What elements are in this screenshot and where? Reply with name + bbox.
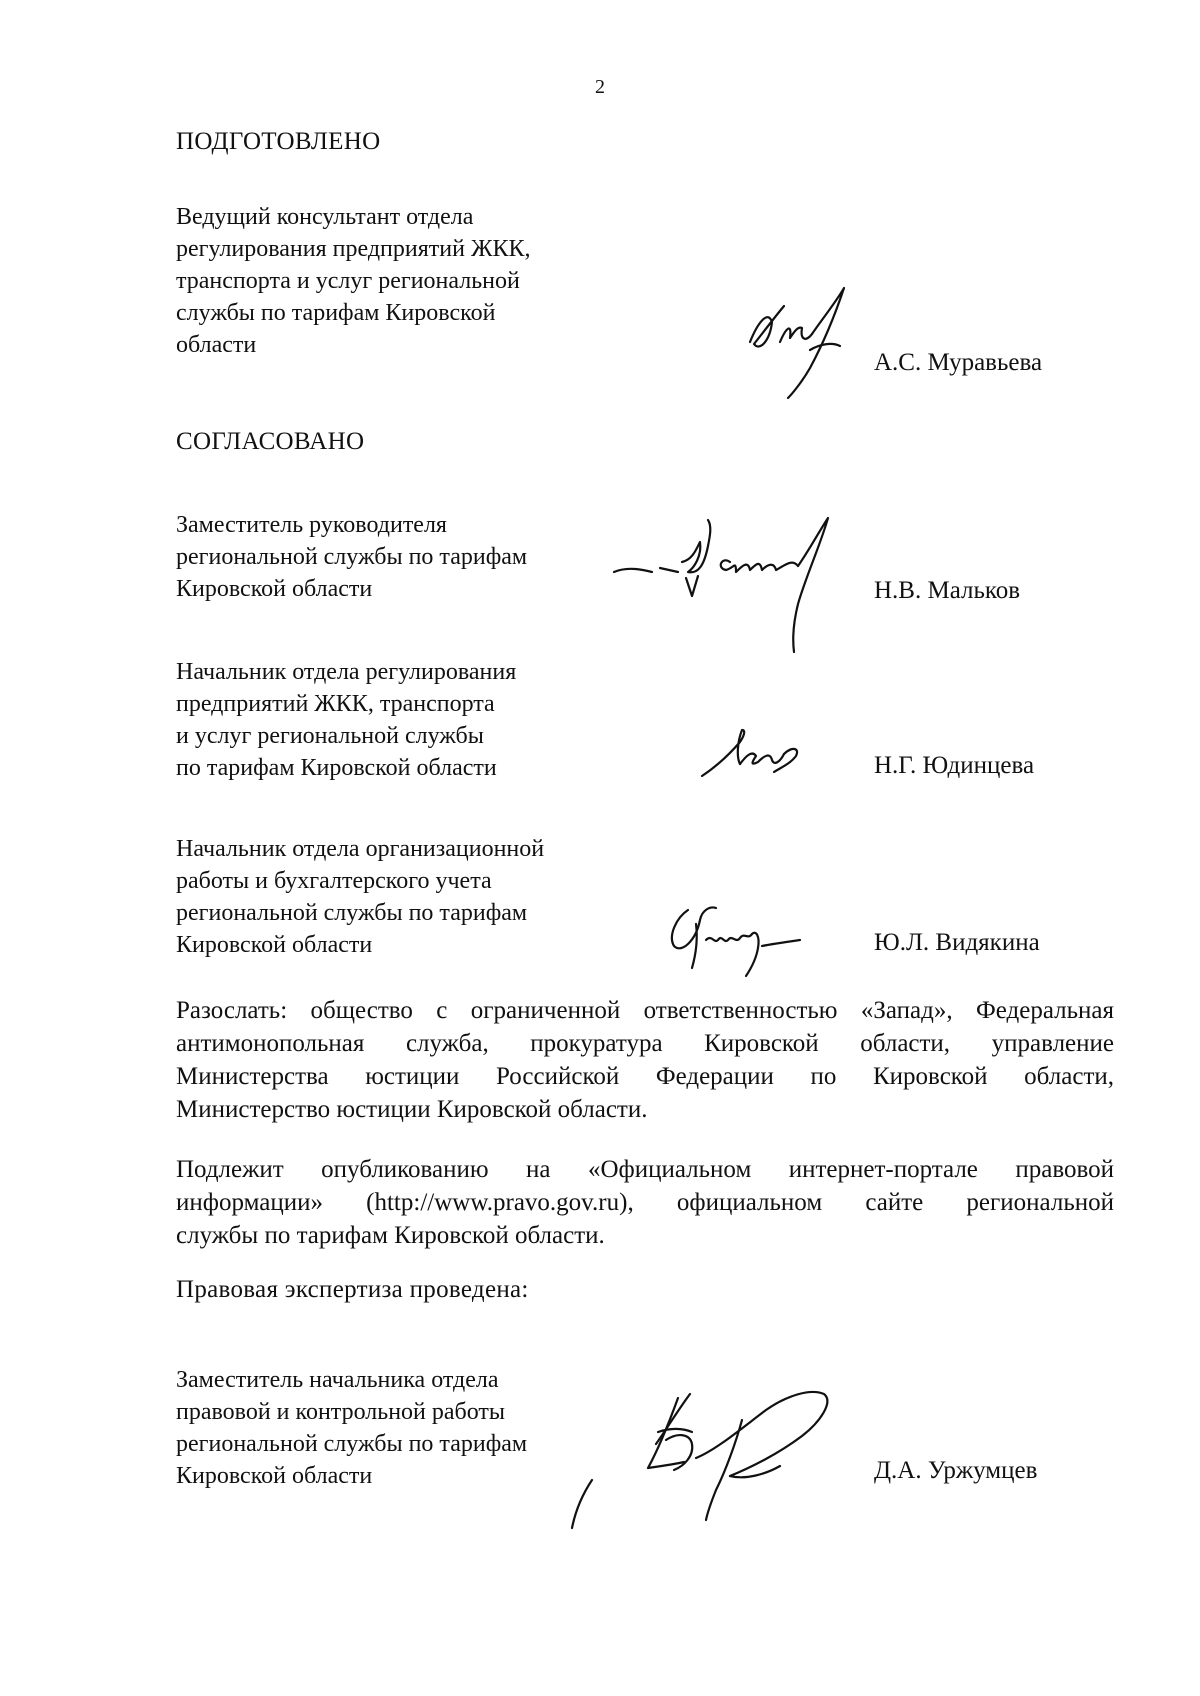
distribution-line: Министерство юстиции Кировской области. <box>176 1096 648 1123</box>
position-line: области <box>176 332 257 358</box>
position-line: регулирования предприятий ЖКК, <box>176 236 531 262</box>
position-line: правовой и контрольной работы <box>176 1399 506 1425</box>
prepared-heading: ПОДГОТОВЛЕНО <box>176 128 381 155</box>
position-line: по тарифам Кировской области <box>176 755 497 781</box>
position-line: Начальник отдела регулирования <box>176 659 517 685</box>
position-line: Кировской области <box>176 1463 373 1489</box>
legal-review-label: Правовая экспертиза проведена: <box>176 1276 529 1303</box>
position-line: Кировской области <box>176 932 373 958</box>
prepared-position <box>176 201 636 361</box>
approver-2-name: Н.Г. Юдинцева <box>874 752 1035 779</box>
distribution-line: Разослать: общество с ограниченной ответственностью «Запад», Федеральная <box>176 997 1114 1024</box>
page-number: 2 <box>595 76 605 98</box>
approver-3-position <box>176 833 636 961</box>
publication-line: информации» (http://www.pravo.gov.ru), официальном сайте региональной <box>176 1189 1114 1216</box>
approver-1-position <box>176 509 636 605</box>
position-line: транспорта и услуг региональной <box>176 268 520 294</box>
prepared-signer-name: А.С. Муравьева <box>874 349 1043 376</box>
legal-review-signer-name: Д.А. Уржумцев <box>874 1457 1038 1484</box>
position-line: региональной службы по тарифам <box>176 900 528 926</box>
position-line: предприятий ЖКК, транспорта <box>176 691 495 717</box>
distribution-paragraph <box>176 994 1114 1126</box>
position-line: региональной службы по тарифам <box>176 544 528 570</box>
position-line: и услуг региональной службы <box>176 723 484 749</box>
position-line: Начальник отдела организационной <box>176 836 545 862</box>
approver-3-signature-image <box>666 900 806 980</box>
approver-1-signature-image <box>608 516 878 656</box>
position-line: Кировской области <box>176 576 373 602</box>
approver-3-name: Ю.Л. Видякина <box>874 929 1040 956</box>
publication-line: Подлежит опубликованию на «Официальном интернет-портале правовой <box>176 1156 1114 1183</box>
position-line: Заместитель начальника отдела <box>176 1367 499 1393</box>
approver-1-name: Н.В. Мальков <box>874 577 1021 604</box>
legal-review-signature-image <box>566 1380 866 1540</box>
position-line: Заместитель руководителя <box>176 512 447 538</box>
position-line: региональной службы по тарифам <box>176 1431 528 1457</box>
approver-2-position <box>176 656 636 784</box>
prepared-signature-image <box>740 282 870 402</box>
publication-line: службы по тарифам Кировской области. <box>176 1222 605 1249</box>
publication-paragraph <box>176 1153 1114 1252</box>
approver-2-signature-image <box>700 716 810 786</box>
approved-heading: СОГЛАСОВАНО <box>176 428 365 455</box>
distribution-line: Министерства юстиции Российской Федерации по Кировской области, <box>176 1063 1114 1090</box>
position-line: работы и бухгалтерского учета <box>176 868 492 894</box>
distribution-line: антимонопольная служба, прокуратура Кировской области, управление <box>176 1030 1114 1057</box>
position-line: Ведущий консультант отдела <box>176 204 474 230</box>
position-line: службы по тарифам Кировской <box>176 300 496 326</box>
